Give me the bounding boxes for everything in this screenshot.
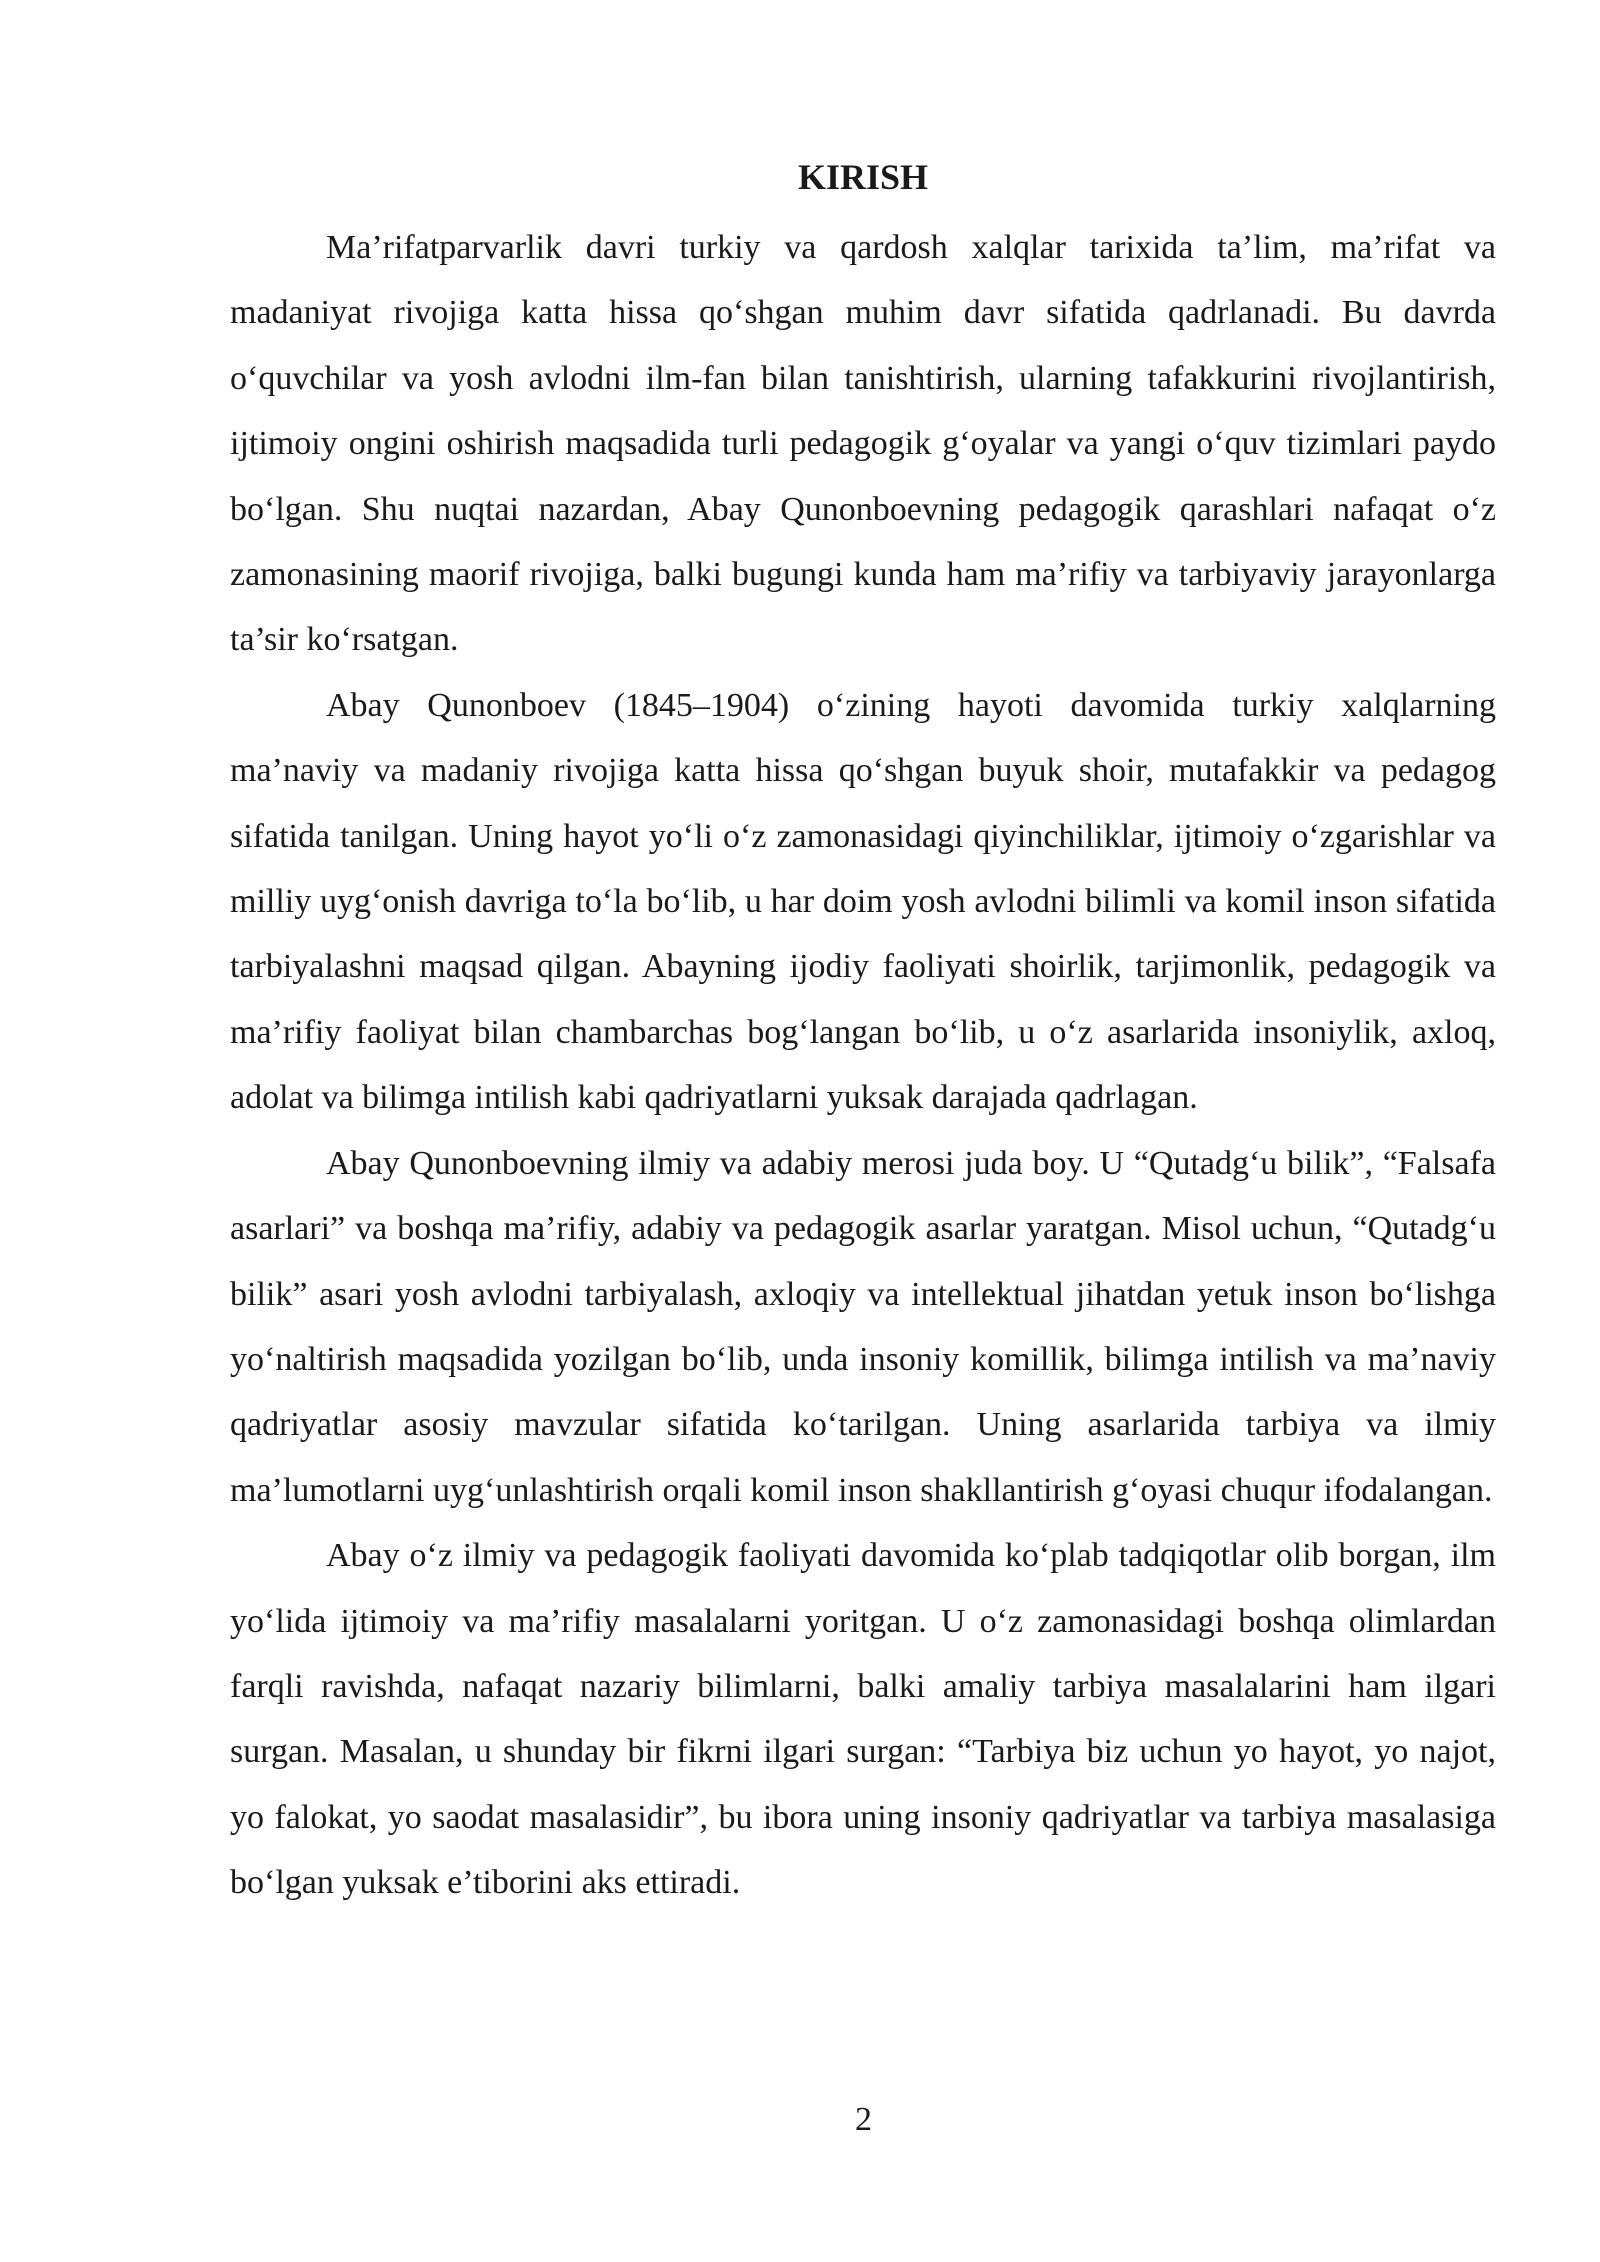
page-number: 2 <box>855 2101 872 2138</box>
paragraph-4: Abay o‘z ilmiy va pedagogik faoliyati davomida ko‘plab tadqiqotlar olib borgan, ilm yo‘lida ijtimoiy va ma’rifiy masalalarni yoritgan. U o‘z zamonasidagi boshqa olimlardan farqli ravishda, nafaqat nazariy bilimlarni, balki amaliy tarbiya masalalarini ham ilgari surgan. Masalan, u shunday bir fikrni ilgari surgan: “Tarbiya biz uchun yo hayot, yo najot, yo falokat, yo saodat masalasidir”, bu ibora uning insoniy qadriyatlar va tarbiya masalasiga bo‘lgan yuksak e’tiborini aks ettiradi. <box>230 1537 1496 1902</box>
document-page <box>230 150 1496 1916</box>
paragraph-3: Abay Qunonboevning ilmiy va adabiy merosi juda boy. U “Qutadg‘u bilik”, “Falsafa asarlari” va boshqa ma’rifiy, adabiy va pedagogik asarlar yaratgan. Misol uchun, “Qutadg‘u bilik” asari yosh avlodni tarbiyalash, axloqiy va intellektual jihatdan yetuk inson bo‘lishga yo‘naltirish maqsadida yozilgan bo‘lib, unda insoniy komillik, bilimga intilish va ma’naviy qadriyatlar asosiy mavzular sifatida ko‘tarilgan. Uning asarlarida tarbiya va ilmiy ma’lumotlarni uyg‘unlashtirish orqali komil inson shakllantirish g‘oyasi chuqur ifodalangan. <box>230 1144 1496 1509</box>
paragraph-2: Abay Qunonboev (1845–1904) o‘zining hayoti davomida turkiy xalqlarning ma’naviy va madaniy rivojiga katta hissa qo‘shgan buyuk shoir, mutafakkir va pedagog sifatida tanilgan. Uning hayot yo‘li o‘z zamonasidagi qiyinchiliklar, ijtimoiy o‘zgarishlar va milliy uyg‘onish davriga to‘la bo‘lib, u har doim yosh avlodni bilimli va komil inson sifatida tarbiyalashni maqsad qilgan. Abayning ijodiy faoliyati shoirlik, tarjimonlik, pedagogik va ma’rifiy faoliyat bilan chambarchas bog‘langan bo‘lib, u o‘z asarlarida insoniylik, axloq, adolat va bilimga intilish kabi qadriyatlarni yuksak darajada qadrlagan. <box>230 686 1496 1117</box>
paragraph-1: Ma’rifatparvarlik davri turkiy va qardosh xalqlar tarixida ta’lim, ma’rifat va madaniyat rivojiga katta hissa qo‘shgan muhim davr sifatida qadrlanadi. Bu davrda o‘quvchilar va yosh avlodni ilm-fan bilan tanishtirish, ularning tafakkurini rivojlantirish, ijtimoiy ongini oshirish maqsadida turli pedagogik g‘oyalar va yangi o‘quv tizimlari paydo bo‘lgan. Shu nuqtai nazardan, Abay Qunonboevning pedagogik qarashlari nafaqat o‘z zamonasining maorif rivojiga, balki bugungi kunda ham ma’rifiy va tarbiyaviy jarayonlarga ta’sir ko‘rsatgan. <box>230 229 1496 659</box>
section-title: KIRISH <box>797 157 929 197</box>
